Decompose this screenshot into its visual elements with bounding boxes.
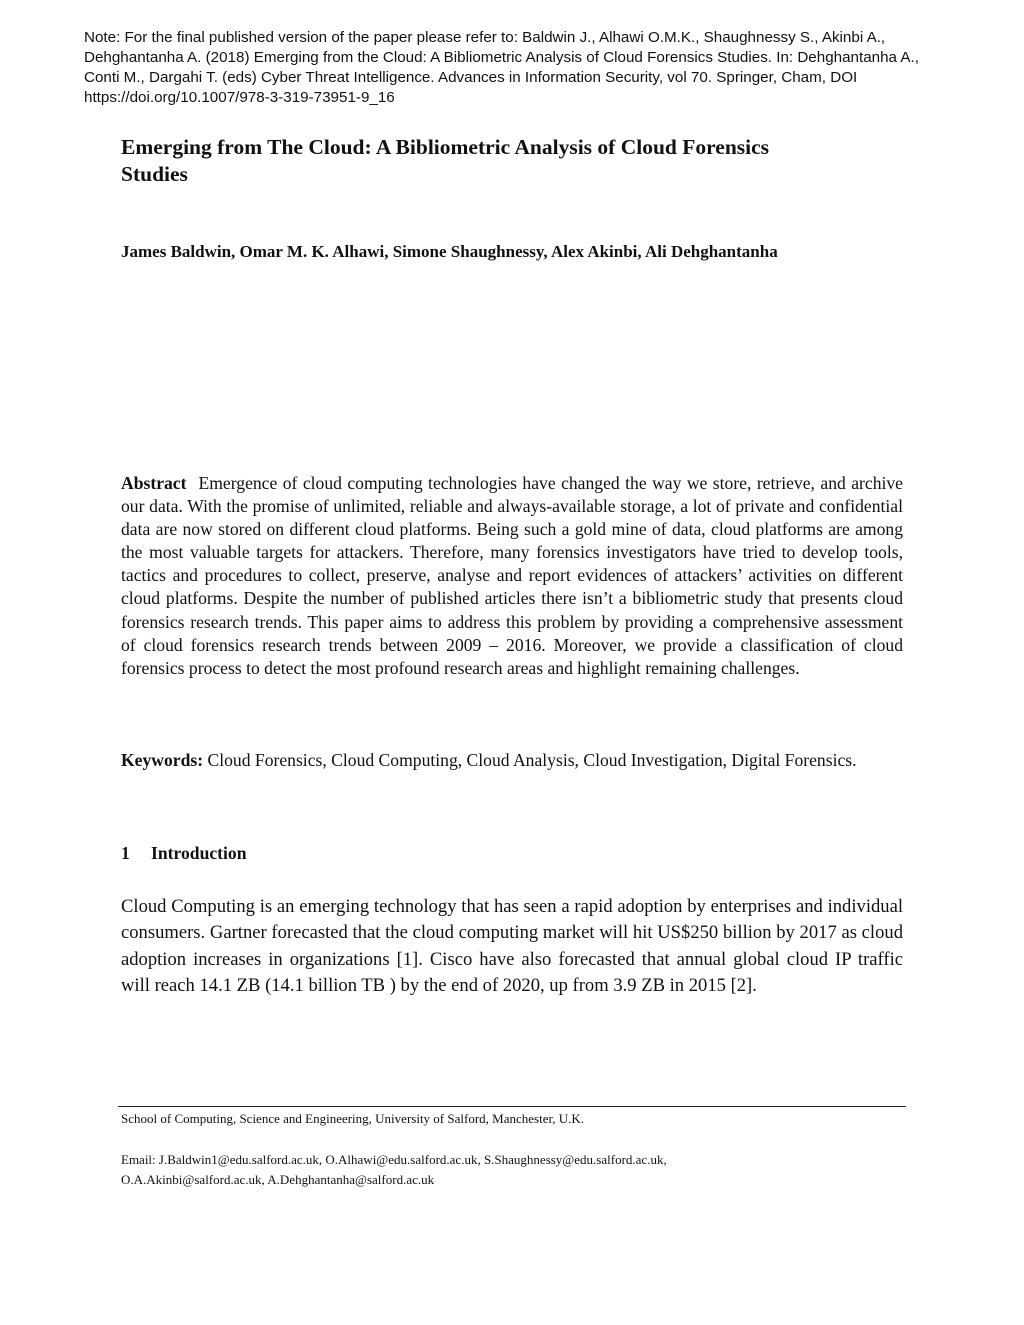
section-heading-introduction (121, 842, 247, 865)
abstract (121, 472, 903, 680)
keywords-text: Cloud Forensics, Cloud Computing, Cloud Analysis, Cloud Investigation, Digital Forensics. (207, 750, 857, 770)
email-line: O.A.Akinbi@salford.ac.uk, A.Dehghantanha@salford.ac.uk (121, 1172, 435, 1187)
publication-note-line: Note: For the final published version of the paper please refer to: Baldwin J., Alhawi O.M.K., Shaughnessy S., Akinbi A., (84, 29, 886, 46)
keywords-label: Keywords: (121, 750, 204, 770)
author-list: James Baldwin, Omar M. K. Alhawi, Simone Shaughnessy, Alex Akinbi, Ali Dehghantanha (121, 242, 778, 261)
paper-title-line: Emerging from The Cloud: A Bibliometric Analysis of Cloud Forensics (121, 135, 770, 159)
paper-title-line: Studies (121, 162, 188, 186)
publication-note-doi-link[interactable]: https://doi.org/10.1007/978-3-319-73951-9_16 (84, 89, 395, 106)
publication-note (84, 28, 1014, 108)
section-title: Introduction (151, 843, 247, 863)
email-footnote (121, 1150, 911, 1190)
section-number: 1 (121, 843, 130, 863)
keywords (121, 749, 903, 772)
introduction-paragraph: Cloud Computing is an emerging technology that has seen a rapid adoption by enterprises and individual consumers. Gartner forecasted that the cloud computing market will hit US$250 billion by 2017 as cloud adoption increases in organizations [1]. Cisco have also forecasted that annual global cloud IP traffic will reach 14.1 ZB (14.1 billion TB ) by the end of 2020, up from 3.9 ZB in 2015 [2]. (121, 896, 903, 997)
publication-note-line: Dehghantanha A. (2018) Emerging from the Cloud: A Bibliometric Analysis of Cloud Forensics Studies. In: Dehghantanha A., (84, 49, 919, 66)
footnote-divider (118, 1106, 906, 1107)
paper-title (121, 134, 911, 188)
publication-note-line: Conti M., Dargahi T. (eds) Cyber Threat Intelligence. Advances in Information Security, vol 70. Springer, Cham, DOI (84, 69, 858, 86)
abstract-label: Abstract (121, 473, 187, 493)
affiliation-footnote: School of Computing, Science and Engineering, University of Salford, Manchester, U.K. (121, 1111, 585, 1126)
abstract-text: Emergence of cloud computing technologies have changed the way we store, retrieve, and archive our data. With the promise of unlimited, reliable and always-available storage, a lot of private and confidential data are now stored on different cloud platforms. Being such a gold mine of data, cloud platforms are among the most valuable targets for attackers. Therefore, many forensics investigators have tried to develop tools, tactics and procedures to collect, preserve, analyse and report evidences of attackers’ activities on different cloud platforms. Despite the number of published articles there isn’t a bibliometric study that presents cloud forensics research trends. This paper aims to address this problem by providing a comprehensive assessment of cloud forensics research trends between 2009 – 2016. Moreover, we provide a classification of cloud forensics process to detect the most profound research areas and highlight remaining challenges. (121, 473, 903, 678)
email-line: Email: J.Baldwin1@edu.salford.ac.uk, O.Alhawi@edu.salford.ac.uk, S.Shaughnessy@edu.salford.ac.uk, (121, 1152, 667, 1167)
